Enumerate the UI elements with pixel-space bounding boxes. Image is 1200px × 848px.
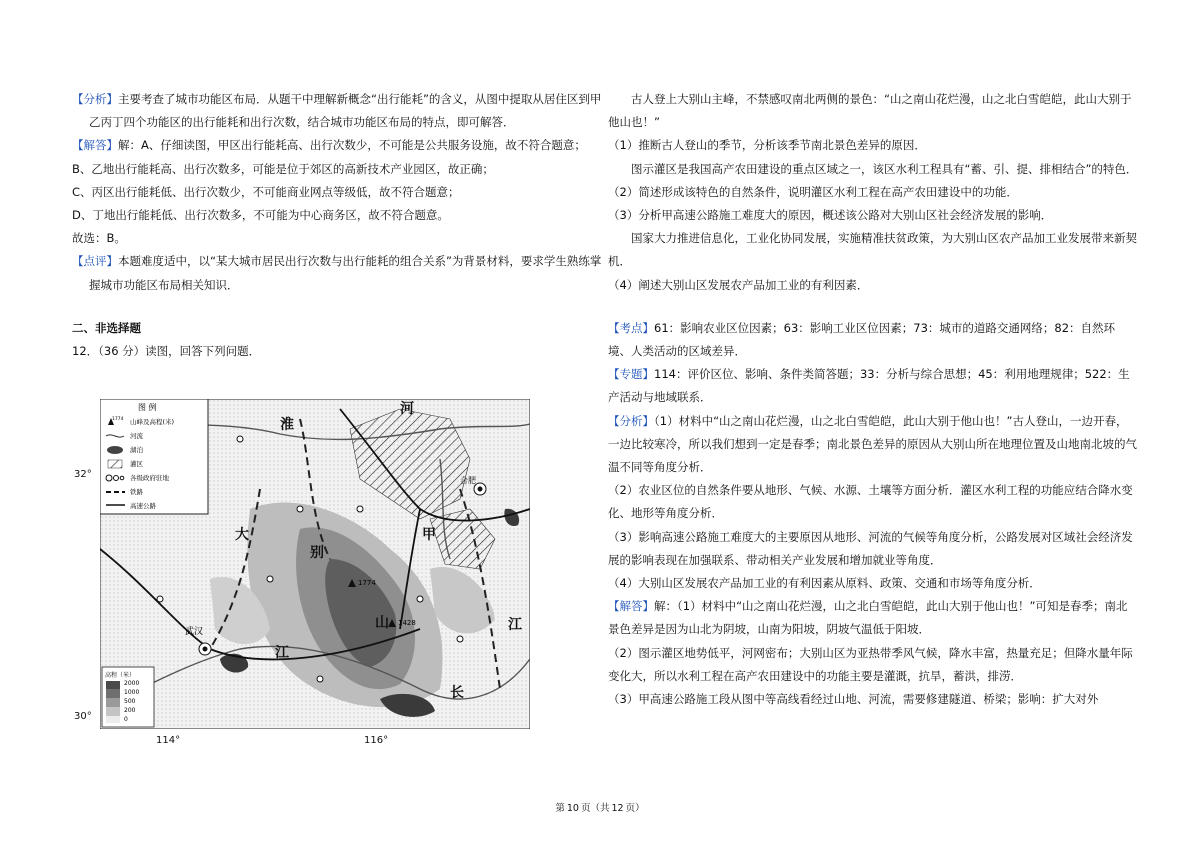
label-bie: 别: [310, 545, 324, 561]
kaodian-tag: 【考点】: [608, 320, 654, 335]
legend-item-river: 河流: [130, 432, 143, 440]
question-1: （1）推断古人登山的季节，分析该季节南北景色差异的原因．: [608, 138, 926, 153]
page-footer: [0, 800, 1200, 814]
right-column: [608, 88, 1138, 711]
jieda-paragraph-1: [608, 595, 1138, 641]
legend-item-government: 各级政府驻地: [130, 474, 169, 482]
question-intro-2: 图示灌区是我国高产农田建设的重点区域之一，该区水利工程具有“蓄、引、提、排相结合”的特色．: [631, 161, 1138, 176]
kaodian-text: 61：影响农业区位因素；63：影响工业区位因素；73：城市的道路交通网络；82：自然环境、人类活动的区域差异．: [608, 320, 1116, 359]
zhuanti-text: 114：评价区位、影响、条件类简答题；33：分析与综合思想；45：利用地理规律；522：生产活动与地域联系．: [608, 367, 1130, 405]
label-jia: 甲: [422, 527, 436, 543]
question-3: （3）分析甲高速公路施工难度大的原因，概述该公路对大别山区社会经济发展的影响．: [608, 208, 1053, 223]
answer-text: 解：A、仔细读图，甲区出行能耗高、出行次数少，不可能是公共服务设施，故不符合题意；: [118, 138, 586, 153]
zhuanti-tag: 【专题】: [608, 367, 654, 382]
jieda-text-1: 解：（1）材料中“山之南山花烂漫，山之北白雪皑皑，此山大别于他山也！”可知是春季；南北景色差异是因为山北为阴坡，山南为阳坡，阴坡气温低于阳坡．: [608, 599, 1128, 637]
elevation-legend: [102, 667, 154, 727]
label-shan: 山: [375, 615, 389, 631]
legend-item-expressway: 高速公路: [130, 502, 156, 510]
label-huai: 淮: [280, 417, 294, 433]
zhuanti-paragraph: [608, 363, 1138, 409]
footer-mid: 页（共: [580, 803, 610, 814]
analysis-paragraph: [72, 88, 602, 134]
fenxi-paragraph-3: （3）影响高速公路施工难度大的主要原因从地形、河流的气候等角度分析，公路发展对区域社会经济发展的影响表现在加强联系、带动相关产业发展和增加就业等角度．: [608, 529, 1133, 567]
left-column: [72, 88, 602, 363]
longitude-114: 114°: [156, 735, 181, 746]
elevation-value-200: 200: [124, 707, 136, 714]
answer-paragraph: [72, 134, 602, 157]
question-2: （2）简述形成该特色的自然条件，说明灌区水利工程在高产农田建设中的功能．: [608, 184, 1018, 199]
peak-elevation-main: 1774: [358, 579, 376, 587]
legend-item-railway: 铁路: [130, 488, 143, 496]
legend-item-lake: 湖泊: [130, 446, 143, 454]
elevation-value-500: 500: [124, 698, 136, 705]
latitude-32: 32°: [74, 469, 92, 480]
elevation-value-1000: 1000: [124, 689, 140, 696]
dabie-mountain-map: [100, 399, 530, 729]
peak-elevation-second: 1428: [398, 619, 416, 627]
jieda-paragraph-2: （2）图示灌区地势低平，河网密布；大别山区为亚热带季风气候，降水丰富，热量充足；但降水量年际变化大，所以水利工程在高产农田建设中的功能主要是灌溉，抗旱，蓄洪，排涝．: [608, 645, 1133, 683]
legend-item-irrigation: 灌区: [130, 460, 143, 468]
fenxi-text-1: （1）材料中“山之南山花烂漫，山之北白雪皑皑，此山大别于他山也！”古人登山，一边开春，一边比较寒冷，所以我们想到一定是春季；南北景色差异的原因从大别山所在地理位置及山地南北坡的气温不同等角度分析．: [608, 413, 1137, 475]
question-intro-3: 国家大力推进信息化，工业化协同发展，实施精准扶贫政策，为大别山区农产品加工业发展带来新契机．: [608, 231, 1137, 269]
label-da: 大: [235, 527, 249, 543]
footer-total-pages: 12: [611, 803, 624, 814]
footer-suffix: 页）: [625, 803, 645, 814]
analysis-tag: 【分析】: [72, 92, 118, 106]
label-wuhan: 武汉: [185, 627, 204, 637]
fenxi-paragraph-1: [608, 410, 1138, 480]
latitude-30: 30°: [74, 711, 92, 722]
elevation-value-0: 0: [124, 716, 128, 723]
answer-tag: 【解答】: [72, 138, 118, 153]
footer-prefix: 第: [555, 803, 565, 814]
comment-paragraph: [72, 250, 602, 296]
footer-page-number: 10: [566, 803, 579, 814]
section-heading: 二、非选择题: [72, 320, 141, 335]
option-d: D、丁地出行能耗低、出行次数多，不可能为中心商务区，故不符合题意。: [72, 208, 449, 223]
question-intro: 古人登上大别山主峰，不禁感叹南北两侧的景色：“山之南山花烂漫，山之北白雪皑皑，此山大别于他山也！”: [608, 92, 1132, 130]
elevation-value-2000: 2000: [124, 680, 140, 687]
legend-peak-sample: 1774: [112, 417, 124, 422]
question-4: （4）阐述大别山区发展农产品加工业的有利因素．: [608, 277, 869, 292]
jieda-tag: 【解答】: [608, 599, 654, 614]
legend-item-peak: 山峰及高程(米): [130, 418, 175, 426]
option-b: B、乙地出行能耗高、出行次数多，可能是位于郊区的高新技术产业园区，故正确；: [72, 161, 494, 176]
fenxi-tag: 【分析】: [608, 413, 654, 428]
comment-text: 本题难度适中，以“某大城市居民出行次数与出行能耗的组合关系”为背景材料，要求学生熟练掌握城市功能区布局相关知识．: [89, 254, 602, 292]
label-he: 河: [400, 401, 414, 417]
comment-tag: 【点评】: [72, 254, 118, 269]
map-legend: [100, 399, 208, 514]
legend-title: 图 例: [138, 403, 157, 412]
label-chang-2: 长: [450, 685, 464, 701]
elevation-legend-title: 高程（米）: [105, 672, 136, 679]
kaodian-paragraph: [608, 317, 1138, 363]
label-hefei: 合肥: [460, 476, 476, 485]
label-jiang-2: 江: [508, 617, 522, 633]
question-12: 12．（36 分）读图，回答下列问题．: [72, 344, 261, 359]
label-jiang-1: 江: [275, 645, 289, 661]
fenxi-paragraph-2: （2）农业区位的自然条件要从地形、气候、水源、土壤等方面分析．灌区水利工程的功能应结合降水变化、地形等角度分析．: [608, 483, 1133, 521]
option-c: C、丙区出行能耗低、出行次数少，不可能商业网点等级低，故不符合题意；: [72, 184, 460, 199]
analysis-text: 主要考查了城市功能区布局．从题干中理解新概念“出行能耗”的含义，从图中提取从居住区到甲乙丙丁四个功能区的出行能耗和出行次数，结合城市功能区布局的特点，即可解答．: [89, 92, 602, 130]
jieda-paragraph-3: （3）甲高速公路施工段从图中等高线看经过山地、河流，需要修建隧道、桥梁；影响：扩大对外: [608, 692, 1099, 707]
final-answer: 故选：B。: [72, 231, 126, 246]
longitude-116: 116°: [364, 735, 389, 746]
fenxi-paragraph-4: （4）大别山区发展农产品加工业的有利因素从原料、政策、交通和市场等角度分析．: [608, 576, 1041, 591]
